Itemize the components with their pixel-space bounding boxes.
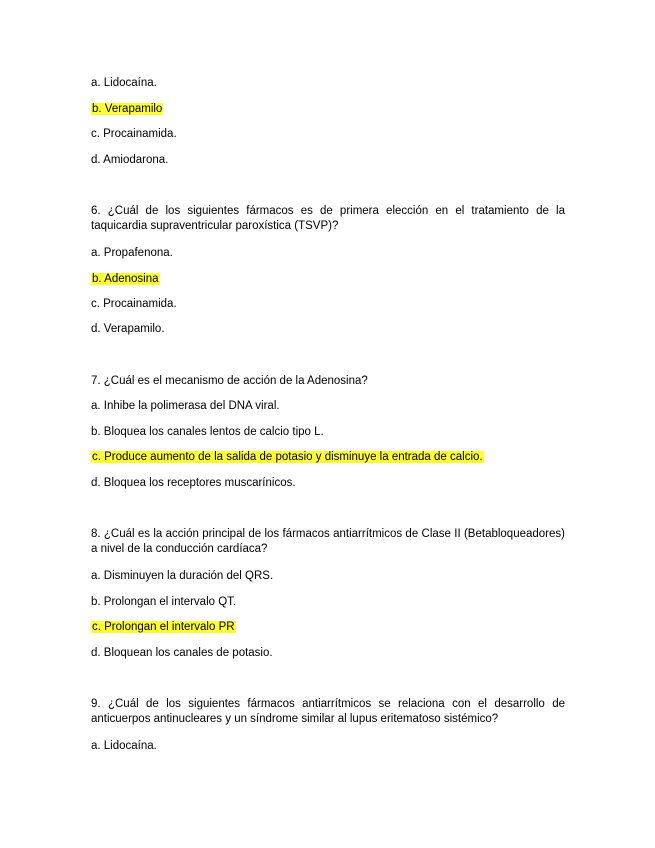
option-6-c: c. Procainamida. [91,298,177,310]
option-6-d: d. Verapamilo. [91,323,165,335]
option-8-a: a. Disminuyen la duración del QRS. [91,570,274,582]
question-7: 7. ¿Cuál es el mecanismo de acción de la Adenosina? [91,375,368,387]
question-8: 8. ¿Cuál es la acción principal de los fármacos antiarrítmicos de Clase II (Betabloqueadores) a nivel de la conducción cardíaca? [91,528,565,555]
option-7-c-correct [91,450,484,465]
option-prev-a: a. Lidocaína. [91,77,157,89]
answer-highlight: c. Prolongan el intervalo PR [92,621,235,633]
option-9-a: a. Lidocaína. [91,740,157,752]
answer-highlight: b. Adenosina [92,273,159,285]
option-prev-c: c. Procainamida. [91,128,177,140]
answer-highlight: b. Verapamilo [92,103,163,115]
option-7-b: b. Bloquea los canales lentos de calcio tipo L. [91,426,324,438]
option-prev-b-correct [91,102,163,117]
option-8-d: d. Bloquean los canales de potasio. [91,647,273,659]
option-7-d: d. Bloquea los receptores muscarínicos. [91,477,296,489]
question-9: 9. ¿Cuál de los siguientes fármacos antiarrítmicos se relaciona con el desarrollo de anticuerpos antinucleares y un síndrome similar al lupus eritematoso sistémico? [91,698,565,725]
option-6-b-correct [91,272,160,287]
answer-highlight: c. Produce aumento de la salida de potasio y disminuye la entrada de calcio. [92,451,483,463]
option-8-b: b. Prolongan el intervalo QT. [91,596,237,608]
option-6-a: a. Propafenona. [91,247,173,259]
option-7-a: a. Inhibe la polimerasa del DNA viral. [91,400,280,412]
option-prev-d: d. Amiodarona. [91,154,169,166]
question-6: 6. ¿Cuál de los siguientes fármacos es de primera elección en el tratamiento de la taquicardia supraventricular paroxística (TSVP)? [91,205,565,232]
option-8-c-correct [91,620,236,635]
